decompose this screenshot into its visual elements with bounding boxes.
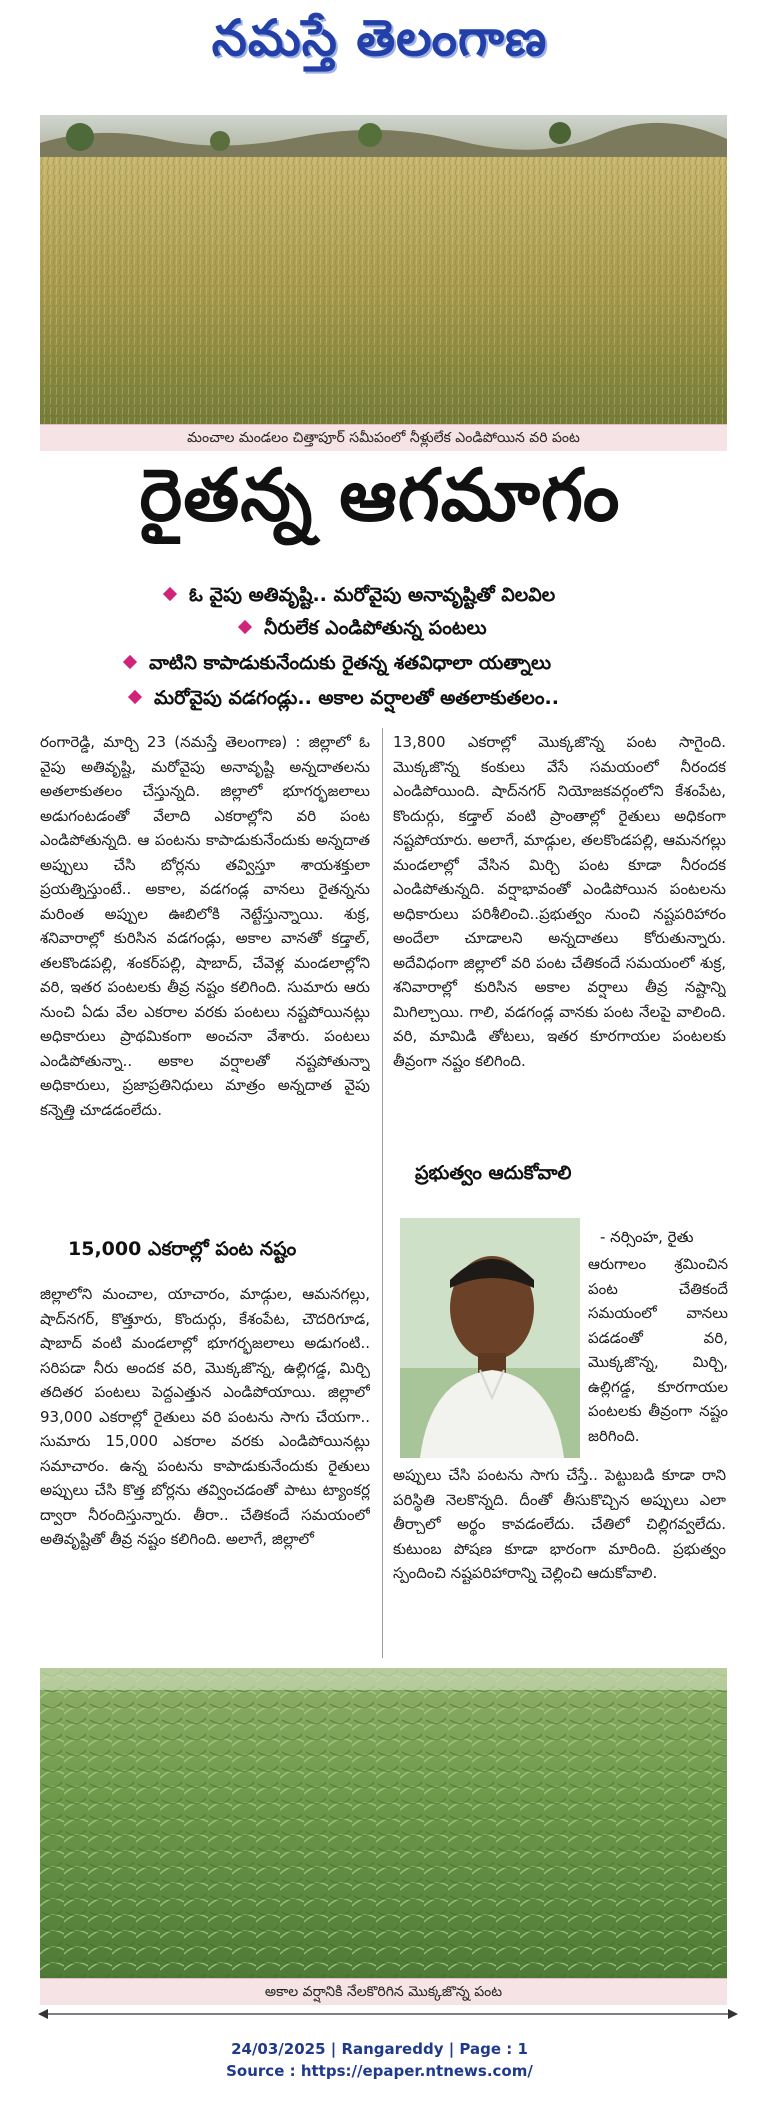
bullet-text: మరోవైపు వడగండ్లు.. అకాల వర్షాలతో అతలాకుతలం.. xyxy=(154,687,559,709)
diamond-bullet-icon xyxy=(238,619,252,633)
diamond-bullet-icon xyxy=(163,586,177,600)
top-photo-dried-paddy xyxy=(40,115,727,424)
article-col1-top xyxy=(40,730,370,1225)
article-col2-bottom xyxy=(393,1463,726,1659)
footer-source-link[interactable]: Source : https://epaper.ntnews.com/ xyxy=(226,2062,533,2080)
masthead-title: నమస్తే తెలంగాణ xyxy=(211,8,548,67)
article-col2-beside-photo xyxy=(588,1252,728,1460)
bullet-item xyxy=(125,652,551,679)
bullet-text: వాటిని కాపాడుకునేందుకు రైతన్న శతవిధాలా యత్నాలు xyxy=(149,652,552,674)
subhead-crop-loss: 15,000 ఎకరాల్లో పంట నష్టం xyxy=(68,1238,297,1260)
bottom-photo-flattened-maize xyxy=(40,1668,727,1978)
page-width-arrow xyxy=(38,2008,738,2020)
article-paragraph: ఆరుగాలం శ్రమించిన పంట చేతికందే సమయంలో వానలు పడడంతో వరి, మొక్కజొన్న, మిర్చి, ఉల్లిగడ్డ, కూరగాయల పంటలకు తీవ్రంగా నష్టం జరిగింది. xyxy=(588,1255,728,1445)
bullet-text: నీరులేక ఎండిపోతున్న పంటలు xyxy=(264,617,487,639)
top-photo-caption: మంచాల మండలం చిత్తాపూర్ సమీపంలో నీళ్లులేక ఎండిపోయిన వరి పంట xyxy=(40,424,727,451)
article-paragraph: అప్పులు చేసి పంటను సాగు చేస్తే.. పెట్టుబడి కూడా రాని పరిస్థితి నెలకొన్నది. దీంతో తీసుకొచ్చిన అప్పులు ఎలా తీర్చాలో అర్థం కావడంలేదు. చేతిలో చిల్లిగవ్వలేదు. కుటుంబ పోషణ కూడా భారంగా మారింది. ప్రభుత్వం స్పందించి నష్టపరిహారాన్ని చెల్లించి ఆదుకోవాలి. xyxy=(393,1466,726,1582)
headline: రైతన్న ఆగమాగం xyxy=(139,453,621,537)
diamond-bullet-icon xyxy=(128,689,142,703)
article-paragraph: జిల్లాలోని మంచాల, యాచారం, మాడ్గుల, ఆమనగల్లు, షాద్‌నగర్, కొత్తూరు, కొందుర్గు, కేశంపేట, చౌదరిగూడ, షాబాద్ వంటి మండలాల్లో భూగర్భజలాలు అడుగంటి.. సరిపడా నీరు అందక వరి, మొక్కజొన్న, ఉల్లిగడ్డ, మిర్చి తదితర పంటలు పెద్దఎత్తున ఎండిపోయాయి. జిల్లాలో 93,000 ఎకరాల్లో రైతులు వరి పంటను సాగు చేయగా.. సుమారు 15,000 ఎకరాల వరకు ఎండిపోయినట్లు సమాచారం. ఉన్న పంటను కాపాడుకునేందుకు రైతులు అప్పులు చేసి కొత్త బోర్లను తవ్వించడంతో పాటు ట్యాంకర్ల ద్వారా నీరందిస్తున్నారు. తీరా.. చేతికందే సమయంలో అతివృష్టితో తీవ్ర నష్టం కలిగింది. అలాగే, జిల్లాలో xyxy=(40,1285,370,1548)
bullet-item xyxy=(240,617,487,644)
bullet-item xyxy=(165,584,555,611)
diamond-bullet-icon xyxy=(123,654,137,668)
article-col1-bottom xyxy=(40,1282,370,1657)
bullet-text: ఓ వైపు అతివృష్టి.. మరోవైపు అనావృష్టితో విలవిల xyxy=(189,584,556,606)
bottom-photo-caption: అకాల వర్షానికి నేలకొరిగిన మొక్కజొన్న పంట xyxy=(40,1978,727,2005)
quote-author: - నర్సింహ, రైతు xyxy=(600,1228,694,1246)
article-col2-top xyxy=(393,730,726,1148)
subhead-govt-support: ప్రభుత్వం ఆదుకోవాలి xyxy=(415,1162,572,1184)
column-divider xyxy=(382,728,383,1658)
bullet-item xyxy=(130,687,559,714)
article-paragraph: రంగారెడ్డి, మార్చి 23 (నమస్తే తెలంగాణ) : జిల్లాలో ఓ వైపు అతివృష్టి, మరోవైపు అనావృష్టి అన్నదాతలను అతలాకుతలం చేస్తున్నది. జిల్లాలో భూగర్భజలాలు అడుగంటడంతో వేలాది ఎకరాల్లోని వరి పంట ఎండిపోతున్నది. ఆ పంటను కాపాడుకునేందుకు అన్నదాత అప్పులు చేసి బోర్లను తవ్విస్తూ శాయశక్తులా ప్రయత్నిస్తుంటే.. అకాల, వడగండ్ల వానలు రైతన్నను మరింత అప్పుల ఊబిలోకి నెట్టేస్తున్నాయి. శుక్ర, శనివారాల్లో కురిసిన వడగండ్లు, అకాల వానతో కడ్తాల్, తలకొండపల్లి, శంకర్‌పల్లి, షాబాద్, చేవెళ్ల మండలాల్లోని వరి, ఇతర పంటలకు తీవ్ర నష్టం కలిగింది. సుమారు ఆరు నుంచి ఏడు వేల ఎకరాల వరకు పంటలు నష్టపోయినట్లు అధికారులు ప్రాథమికంగా అంచనా వేశారు. పంటలు ఎండిపోతున్నా.. అకాల వర్షాలతో నష్టపోతున్నా అధికారులు, ప్రజాప్రతినిధులు మాత్రం అన్నదాత వైపు కన్నెత్తి చూడడంలేదు. xyxy=(40,733,370,1119)
footer-date-edition: 24/03/2025 | Rangareddy | Page : 1 xyxy=(231,2040,528,2058)
article-paragraph: 13,800 ఎకరాల్లో మొక్కజొన్న పంట సాగైంది. మొక్కజొన్న కంకులు వేసే సమయంలో నీరందక ఎండిపోయింది. షాద్‌నగర్ నియోజకవర్గంలోని కేశంపేట, కొందుర్గు, కడ్తాల్ వంటి ప్రాంతాల్లో రైతులు అధికంగా నష్టపోయారు. అలాగే, మాడ్గుల, తలకొండపల్లి, ఆమనగల్లు మండలాల్లో వేసిన మిర్చి పంట కూడా నీరందక ఎండిపోతున్నది. వర్షాభావంతో ఎండిపోయిన పంటలను అధికారులు పరిశీలించి..ప్రభుత్వం నుంచి నష్టపరిహారం అందేలా చూడాలని అన్నదాతలు కోరుతున్నారు. అదేవిధంగా జిల్లాలో వరి పంట చేతికందే సమయంలో శుక్ర, శనివారాల్లో కురిసిన అకాల వర్షాలు తీవ్ర నష్టాన్ని మిగిల్చాయి. గాలి, వడగండ్ల వానకు పంట నేలపై వాలింది. వరి, మామిడి తోటలు, ఇతర కూరగాయల పంటలకు తీవ్రంగా నష్టం కలిగింది. xyxy=(393,733,726,1070)
farmer-portrait xyxy=(400,1218,580,1458)
